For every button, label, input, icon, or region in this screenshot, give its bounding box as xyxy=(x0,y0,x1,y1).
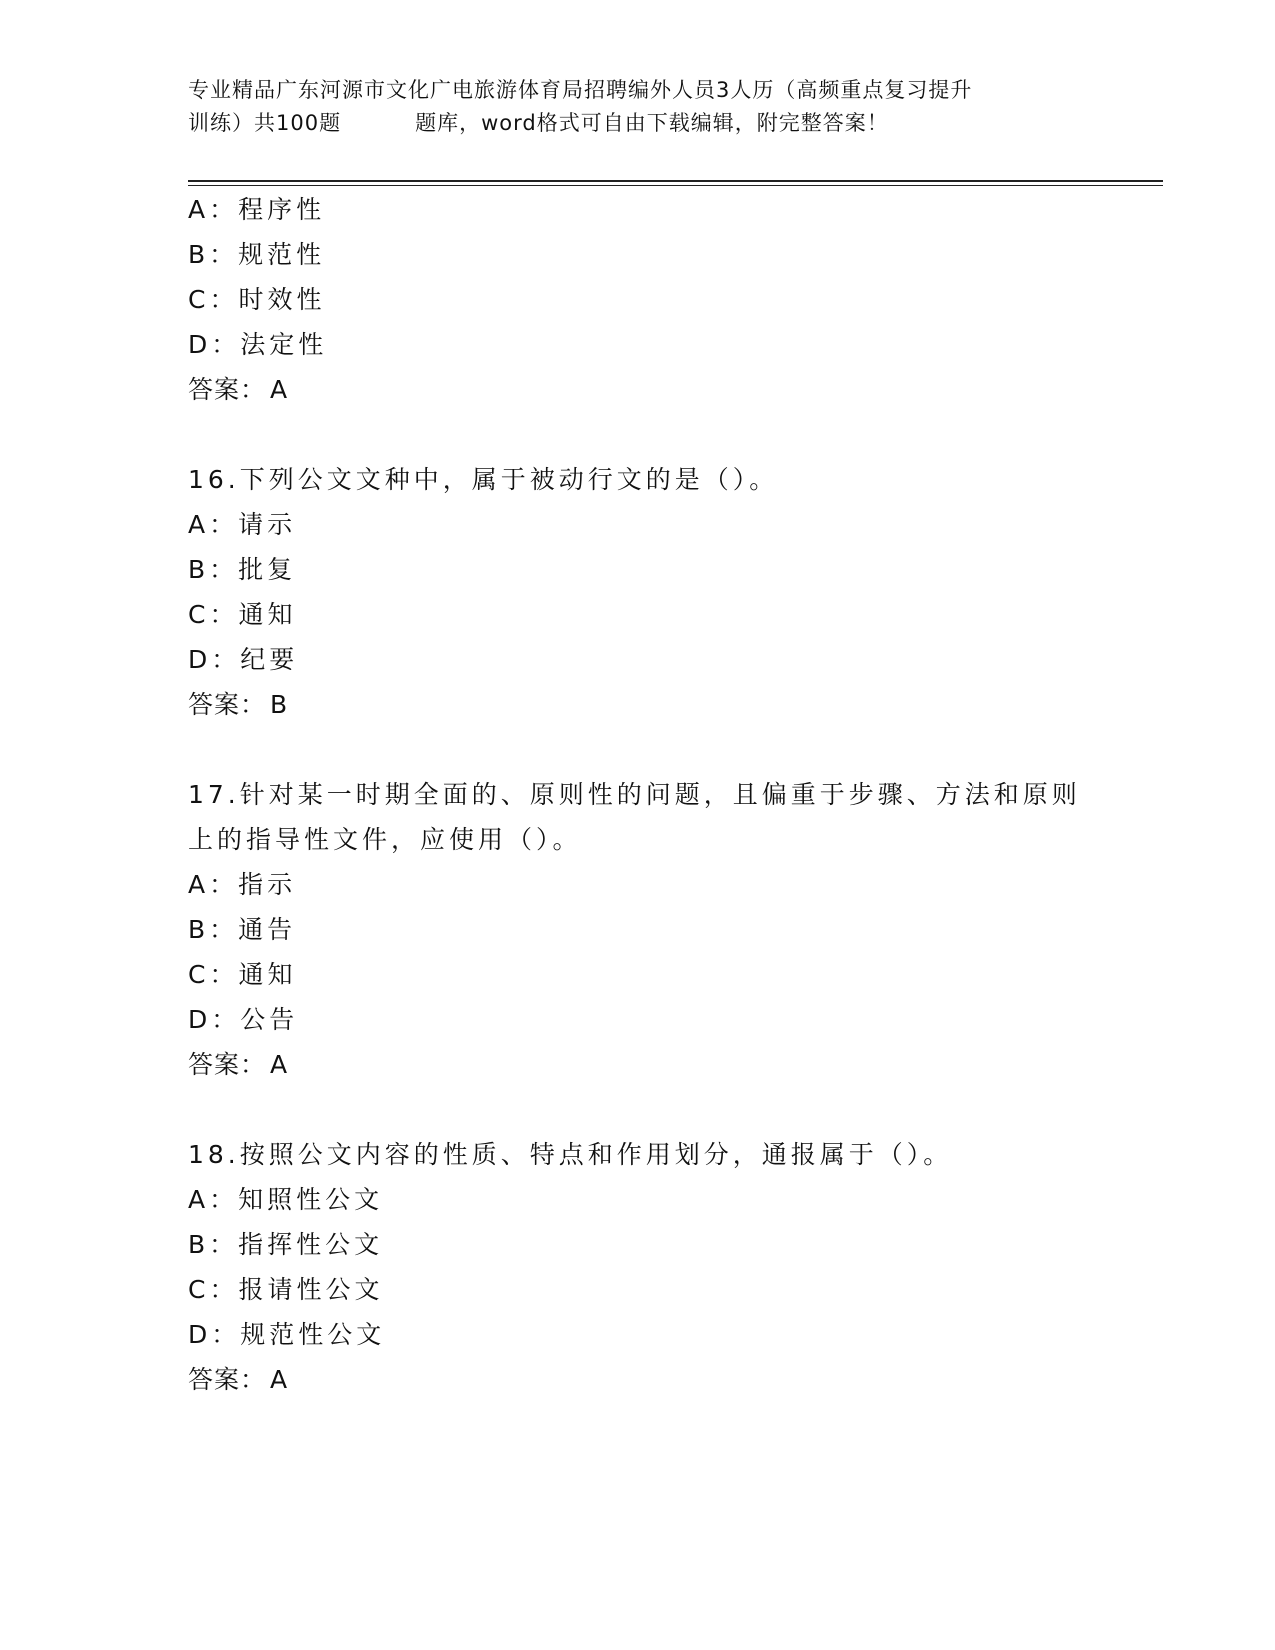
header-line-2-part-b: 题库，word格式可自由下载编辑，附完整答案！ xyxy=(415,111,889,135)
q18-option-d: D：规范性公文 xyxy=(188,1320,386,1349)
header-rule-thick xyxy=(188,180,1163,182)
q18-option-b: B：指挥性公文 xyxy=(188,1230,384,1259)
header-line-1: 专业精品广东河源市文化广电旅游体育局招聘编外人员3人历（高频重点复习提升 xyxy=(188,78,973,102)
q15-answer-value: A xyxy=(270,375,289,404)
q17-option-b: B：通告 xyxy=(188,915,297,944)
q16-answer xyxy=(188,685,288,721)
document-header xyxy=(188,74,1088,140)
q16-option-b: B：批复 xyxy=(188,555,297,584)
q16-answer-label: 答案： xyxy=(188,690,267,719)
q16-option-a: A：请示 xyxy=(188,510,297,539)
q18-question: 18.按照公文内容的性质、特点和作用划分，通报属于（）。 xyxy=(188,1140,953,1169)
q15-answer-label: 答案： xyxy=(188,375,267,404)
q18-option-a: A：知照性公文 xyxy=(188,1185,384,1214)
q15-option-d: D：法定性 xyxy=(188,330,328,359)
q17-answer-value: A xyxy=(270,1050,289,1079)
q15-option-a: A：程序性 xyxy=(188,195,326,224)
q15-option-c: C：时效性 xyxy=(188,285,326,314)
q16-option-c: C：通知 xyxy=(188,600,297,629)
q17-option-c: C：通知 xyxy=(188,960,297,989)
q18-answer-value: A xyxy=(270,1365,289,1394)
q18-option-c: C：报请性公文 xyxy=(188,1275,384,1304)
q17-question-line-2: 上的指导性文件，应使用（）。 xyxy=(188,825,582,854)
q18-answer xyxy=(188,1360,288,1396)
q15-answer xyxy=(188,370,288,406)
q18-answer-label: 答案： xyxy=(188,1365,267,1394)
q16-question: 16.下列公文文种中，属于被动行文的是（）。 xyxy=(188,465,779,494)
header-rule-thin xyxy=(188,185,1163,186)
q17-option-a: A：指示 xyxy=(188,870,297,899)
q17-answer-label: 答案： xyxy=(188,1050,267,1079)
q16-option-d: D：纪要 xyxy=(188,645,299,674)
q17-option-d: D：公告 xyxy=(188,1005,299,1034)
q17-question-line-1: 17.针对某一时期全面的、原则性的问题，且偏重于步骤、方法和原则 xyxy=(188,780,1081,809)
q15-option-b: B：规范性 xyxy=(188,240,326,269)
q16-answer-value: B xyxy=(270,690,289,719)
q17-answer xyxy=(188,1045,288,1081)
header-line-2 xyxy=(188,107,1088,140)
header-line-2-part-a: 训练）共100题 xyxy=(188,111,342,135)
